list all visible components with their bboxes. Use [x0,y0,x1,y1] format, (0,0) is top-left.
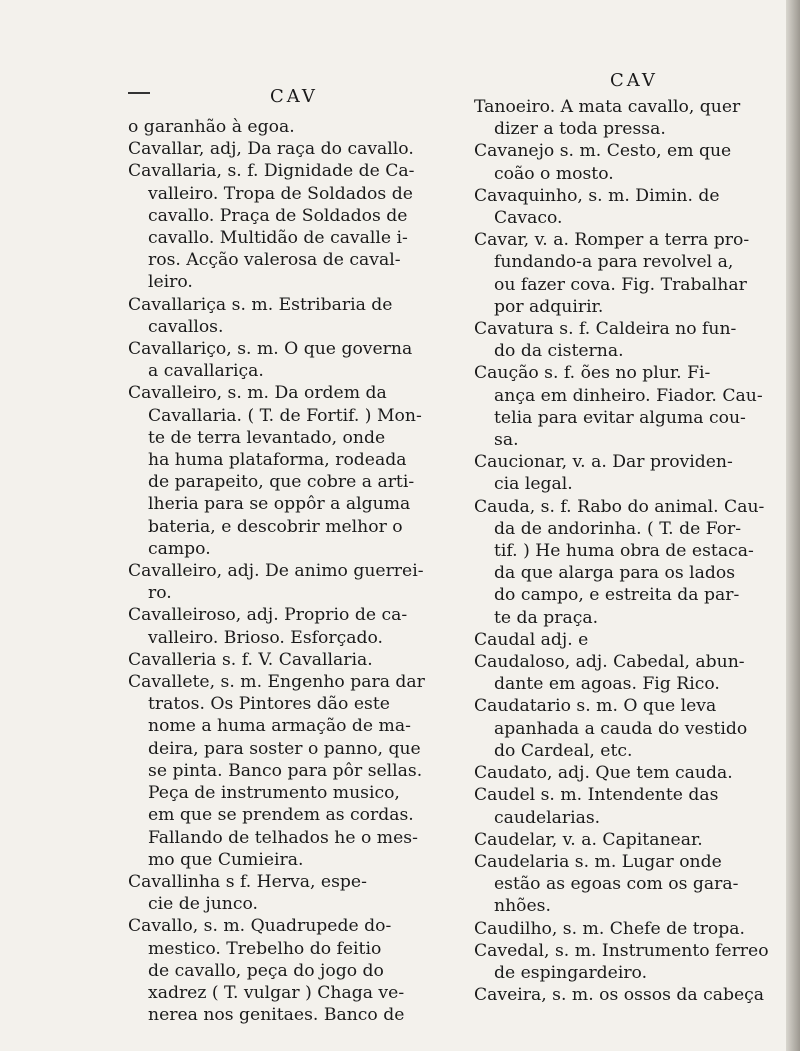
dictionary-entry [474,829,769,851]
dictionary-entry [474,651,769,695]
entry-continuation-line: lheria para se oppôr a alguma [148,494,411,515]
entry-continuation-line: telia para evitar alguma cou- [494,407,746,428]
entry-continuation-line: tratos. Os Pintores dão este [148,694,390,715]
dictionary-entry [474,984,769,1006]
dictionary-entry [474,185,769,229]
entry-headword-line: Caudal adj. e [474,629,589,650]
dictionary-entry [474,629,769,651]
entry-continuation-line: se pinta. Banco para pôr sellas. [148,760,423,781]
entry-continuation-line: campo. [148,538,211,559]
entry-headword-line: Cavatura s. f. Caldeira no fun- [474,319,737,340]
entry-continuation-line: por adquirir. [494,296,604,317]
dictionary-entry [128,294,425,338]
entry-headword-line: Cavallariça s. m. Estribaria de [128,294,393,315]
entry-continuation-line: sa. [494,430,519,451]
entry-continuation-line: nerea nos genitaes. Banco de [148,1005,405,1026]
entry-continuation-line: de espingardeiro. [494,962,648,983]
entry-continuation-line: do campo, e estreita da par- [494,585,740,606]
page-edge [786,0,800,1051]
entry-continuation-line: cavallos. [148,316,224,337]
entry-headword-line: Caudatario s. m. O que leva [474,696,717,717]
dictionary-entry [474,784,769,828]
entry-headword-line: Cavedal, s. m. Instrumento ferreo [474,940,769,961]
entry-headword-line: Caudel s. m. Intendente das [474,785,719,806]
entry-continuation-line: do Cardeal, etc. [494,740,633,761]
dictionary-entry [474,96,769,140]
entry-continuation-line: cavallo. Praça de Soldados de [148,205,408,226]
dictionary-entry [128,671,425,871]
entry-continuation-line: apanhada a cauda do vestido [494,718,748,739]
entry-continuation-line: deira, para soster o panno, que [148,738,421,759]
entry-continuation-line: mestico. Trebelho do feitio [148,938,382,959]
entry-headword-line: Cavallariço, s. m. O que governa [128,339,413,360]
entry-headword-line: Cavar, v. a. Romper a terra pro- [474,230,750,251]
entry-continuation-line: te de terra levantado, onde [148,427,386,448]
entry-continuation-line: a cavallariça. [148,361,264,382]
entry-headword-line: Caudelaria s. m. Lugar onde [474,851,722,872]
entry-continuation-line: valleiro. Tropa de Soldados de [148,183,413,204]
dictionary-entry [128,338,425,382]
dictionary-entry [128,116,425,138]
entry-continuation-line: estão as egoas com os gara- [494,874,739,895]
entry-continuation-line: da que alarga para os lados [494,563,736,584]
entry-continuation-line: Cavaco. [494,208,563,229]
entry-continuation-line: cie de junco. [148,894,258,915]
entry-headword-line: Caução s. f. ões no plur. Fi- [474,363,711,384]
entry-continuation-line: em que se prendem as cordas. [148,805,414,826]
entry-headword-line: Cavalleiroso, adj. Proprio de ca- [128,605,408,626]
entry-headword-line: Cavallo, s. m. Quadrupede do- [128,916,392,937]
entry-continuation-line: valleiro. Brioso. Esforçado. [148,627,383,648]
entry-continuation-line: ou fazer cova. Fig. Trabalhar [494,274,747,295]
entry-continuation-line: dante em agoas. Fig Rico. [494,674,720,695]
entry-continuation-line: cavallo. Multidão de cavalle i- [148,228,408,249]
entry-continuation-line: de cavallo, peça do jogo do [148,960,384,981]
entry-headword-line: Cavalleria s. f. V. Cavallaria. [128,649,373,670]
dictionary-entry [474,362,769,451]
entry-continuation-line: ros. Acção valerosa de caval- [148,250,401,271]
entry-continuation-line: fundando-a para revolvel a, [494,252,734,273]
entry-continuation-line: te da praça. [494,607,599,628]
entry-headword-line: Tanoeiro. A mata cavallo, quer [474,97,741,117]
dictionary-entry [474,851,769,918]
entry-headword-line: Cavalleiro, s. m. Da ordem da [128,383,387,404]
dictionary-entry [474,918,769,940]
dictionary-entry [128,604,425,648]
entry-continuation-line: leiro. [148,272,193,293]
dictionary-entry [128,138,425,160]
dictionary-entry [474,451,769,495]
entry-continuation-line: xadrez ( T. vulgar ) Chaga ve- [148,982,405,1003]
entry-headword-line: Caudilho, s. m. Chefe de tropa. [474,918,745,939]
entry-continuation-line: da de andorinha. ( T. de For- [494,518,742,539]
entry-continuation-line: nhões. [494,896,551,917]
dictionary-entry [474,496,769,629]
dictionary-entry [474,229,769,318]
entry-headword-line: Caudato, adj. Que tem cauda. [474,763,733,784]
entry-headword-line: Cavaquinho, s. m. Dimin. de [474,185,720,206]
entry-headword-line: Cavallinha s f. Herva, espe- [128,871,367,892]
entry-headword-line: Caudelar, v. a. Capitanear. [474,829,703,850]
entry-continuation-line: dizer a toda pressa. [494,119,666,140]
right-entries [474,96,769,1006]
entry-headword-line: Cavanejo s. m. Cesto, em que [474,141,732,162]
dictionary-entry [128,871,425,915]
entry-headword-line: Cavallar, adj, Da raça do cavallo. [128,139,414,160]
entry-continuation-line: do da cisterna. [494,341,624,362]
entry-headword-line: Cavallaria, s. f. Dignidade de Ca- [128,161,415,182]
entry-continuation-line: ro. [148,583,172,604]
dictionary-entry [474,695,769,762]
dictionary-entry [474,318,769,362]
entry-headword-line: Caudaloso, adj. Cabedal, abun- [474,652,745,673]
entry-continuation-line: cia legal. [494,474,573,495]
entry-continuation-line: Peça de instrumento musico, [148,783,400,804]
entry-continuation-line: nome a huma armação de ma- [148,716,411,737]
entry-continuation-line: Fallando de telhados he o mes- [148,827,418,848]
entry-continuation-line: caudelarias. [494,807,601,828]
entry-headword-line: Cauda, s. f. Rabo do animal. Cau- [474,496,765,517]
header-rule [128,92,150,94]
right-running-header: CAV [610,70,658,91]
entry-headword-line: Caveira, s. m. os ossos da cabeça [474,985,765,1006]
entry-headword-line: Cavallete, s. m. Engenho para dar [128,672,425,693]
dictionary-entry [474,940,769,984]
dictionary-entry [128,915,425,1026]
left-running-header: CAV [270,86,318,107]
entry-headword-line: Caucionar, v. a. Dar providen- [474,452,733,473]
entry-continuation-line: coão o mosto. [494,163,614,184]
dictionary-entry [128,649,425,671]
entry-headword-line: o garanhão à egoa. [128,117,295,137]
dictionary-entry [128,560,425,604]
dictionary-entry [128,160,425,293]
left-entries [128,116,425,1026]
entry-headword-line: Cavalleiro, adj. De animo guerrei- [128,561,424,582]
entry-continuation-line: bateria, e descobrir melhor o [148,516,403,537]
entry-continuation-line: ha huma plataforma, rodeada [148,450,407,471]
entry-continuation-line: tif. ) He huma obra de estaca- [494,541,754,562]
dictionary-entry [474,762,769,784]
entry-continuation-line: de parapeito, que cobre a arti- [148,472,415,493]
entry-continuation-line: Cavallaria. ( T. de Fortif. ) Mon- [148,405,422,426]
dictionary-entry [474,140,769,184]
entry-continuation-line: ança em dinheiro. Fiador. Cau- [494,385,763,406]
entry-continuation-line: mo que Cumieira. [148,849,304,870]
dictionary-entry [128,382,425,560]
